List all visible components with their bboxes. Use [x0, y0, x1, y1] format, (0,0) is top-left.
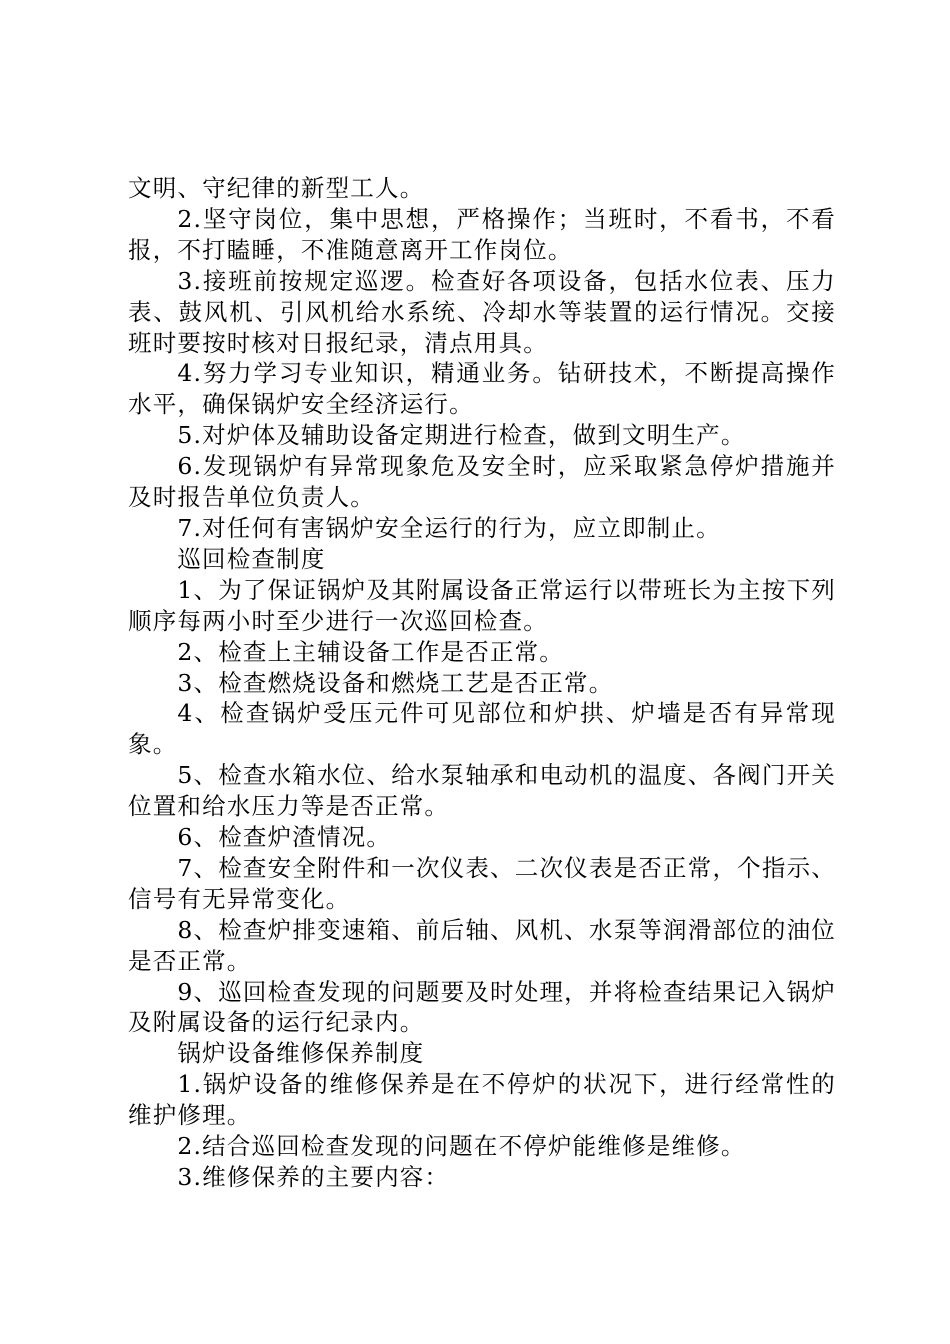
paragraph: 巡回检查制度	[177, 544, 326, 573]
paragraph: 锅炉设备维修保养制度	[177, 1039, 425, 1068]
paragraph: 1.锅炉设备的维修保养是在不停炉的状况下，进行经常性的维护修理。	[128, 1070, 836, 1130]
paragraph: 3.维修保养的主要内容：	[177, 1163, 450, 1191]
paragraph: 7.对任何有害锅炉安全运行的行为，应立即制止。	[177, 513, 721, 542]
paragraph: 文明、守纪律的新型工人。	[128, 174, 425, 202]
paragraph: 5、检查水箱水位、给水泵轴承和电动机的温度、各阀门开关位置和给水压力等是否正常。	[128, 761, 836, 821]
paragraph: 5.对炉体及辅助设备定期进行检查，做到文明生产。	[177, 421, 746, 450]
document-body	[128, 173, 836, 1193]
paragraph: 3.接班前按规定巡逻。检查好各项设备，包括水位表、压力表、鼓风机、引风机给水系统、冷却水等装置的运行情况。交接班时要按时核对日报纪录，清点用具。	[128, 266, 836, 357]
paragraph: 4.努力学习专业知识，精通业务。钻研技术，不断提高操作水平，确保锅炉安全经济运行。	[128, 359, 836, 419]
paragraph: 2.结合巡回检查发现的问题在不停炉能维修是维修。	[177, 1132, 746, 1161]
paragraph: 3、检查燃烧设备和燃烧工艺是否正常。	[177, 668, 614, 697]
paragraph: 6、检查炉渣情况。	[177, 823, 392, 852]
paragraph: 1、为了保证锅炉及其附属设备正常运行以带班长为主按下列顺序每两小时至少进行一次巡回检查。	[128, 575, 836, 635]
paragraph: 9、巡回检查发现的问题要及时处理，并将检查结果记入锅炉及附属设备的运行纪录内。	[128, 977, 836, 1037]
paragraph: 7、检查安全附件和一次仪表、二次仪表是否正常，个指示、信号有无异常变化。	[128, 853, 836, 913]
paragraph: 4、检查锅炉受压元件可见部位和炉拱、炉墙是否有异常现象。	[128, 699, 836, 759]
paragraph: 6.发现锅炉有异常现象危及安全时，应采取紧急停炉措施并及时报告单位负责人。	[128, 452, 836, 512]
paragraph: 2、检查上主辅设备工作是否正常。	[177, 637, 564, 666]
paragraph: 2.坚守岗位，集中思想，严格操作；当班时，不看书，不看报，不打瞌睡，不准随意离开工作岗位。	[128, 204, 836, 264]
paragraph: 8、检查炉排变速箱、前后轴、风机、水泵等润滑部位的油位是否正常。	[128, 915, 836, 975]
